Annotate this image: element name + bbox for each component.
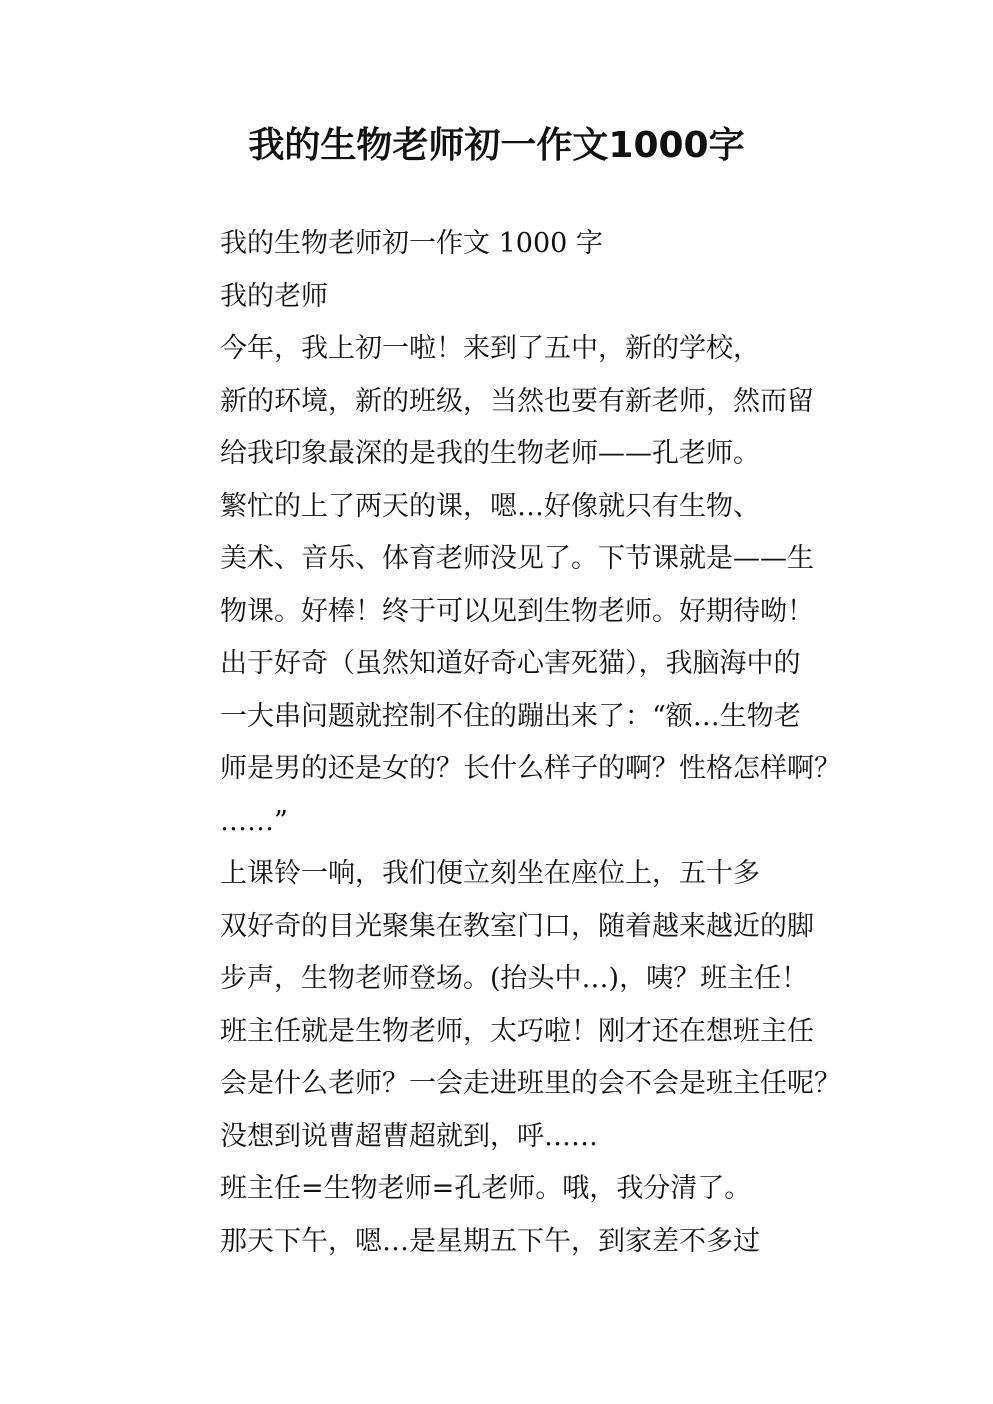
text-line: 没想到说曹超曹超就到，呼…… (220, 1120, 598, 1152)
paragraph-4 (166, 1163, 846, 1216)
paragraph-1 (166, 323, 846, 481)
text-line: 出于好奇（虽然知道好奇心害死猫），我脑海中的 (220, 648, 801, 679)
text-line: 今年，我上初一啦！来到了五中，新的学校， (220, 333, 760, 364)
text-line: 上课铃一响，我们便立刻坐在座位上，五十多 (220, 858, 760, 889)
text-line: 物课。好棒！终于可以见到生物老师。好期待呦！ (220, 595, 814, 627)
text-line: 师是男的还是女的？长什么样子的啊？性格怎样啊？ (220, 753, 841, 784)
text-line: 班主任=生物老师=孔老师。哦，我分清了。 (220, 1173, 752, 1204)
text-line: 我的生物老师初一作文 1000 字 (220, 228, 603, 259)
text-line: 双好奇的目光聚集在教室门口，随着越来越近的脚 (220, 910, 814, 942)
text-line: 步声，生物老师登场。(抬头中…)，咦？班主任！ (220, 963, 809, 994)
text-line: 繁忙的上了两天的课，嗯…好像就只有生物、 (220, 490, 760, 522)
text-line: 那天下午，嗯…是星期五下午，到家差不多过 (220, 1225, 760, 1257)
paragraph-subtitle (166, 218, 846, 271)
text-line: 班主任就是生物老师，太巧啦！刚才还在想班主任 (220, 1015, 814, 1047)
paragraph-2 (166, 481, 846, 849)
text-line: 美术、音乐、体育老师没见了。下节课就是——生 (220, 543, 814, 574)
text-line: 一大串问题就控制不住的蹦出来了：“额…生物老 (220, 700, 801, 732)
paragraph-3 (166, 848, 846, 1163)
document-title: 我的生物老师初一作文1000字 (248, 125, 745, 166)
paragraph-5 (166, 1216, 846, 1269)
text-line: 新的环境，新的班级，当然也要有新老师，然而留 (220, 385, 814, 417)
text-line: 会是什么老师？一会走进班里的会不会是班主任呢？ (220, 1068, 841, 1099)
text-line: ……” (220, 805, 288, 837)
article-body (166, 218, 846, 1268)
text-line: 我的老师 (220, 280, 328, 312)
text-line: 给我印象最深的是我的生物老师——孔老师。 (220, 438, 760, 469)
paragraph-heading (166, 271, 846, 324)
